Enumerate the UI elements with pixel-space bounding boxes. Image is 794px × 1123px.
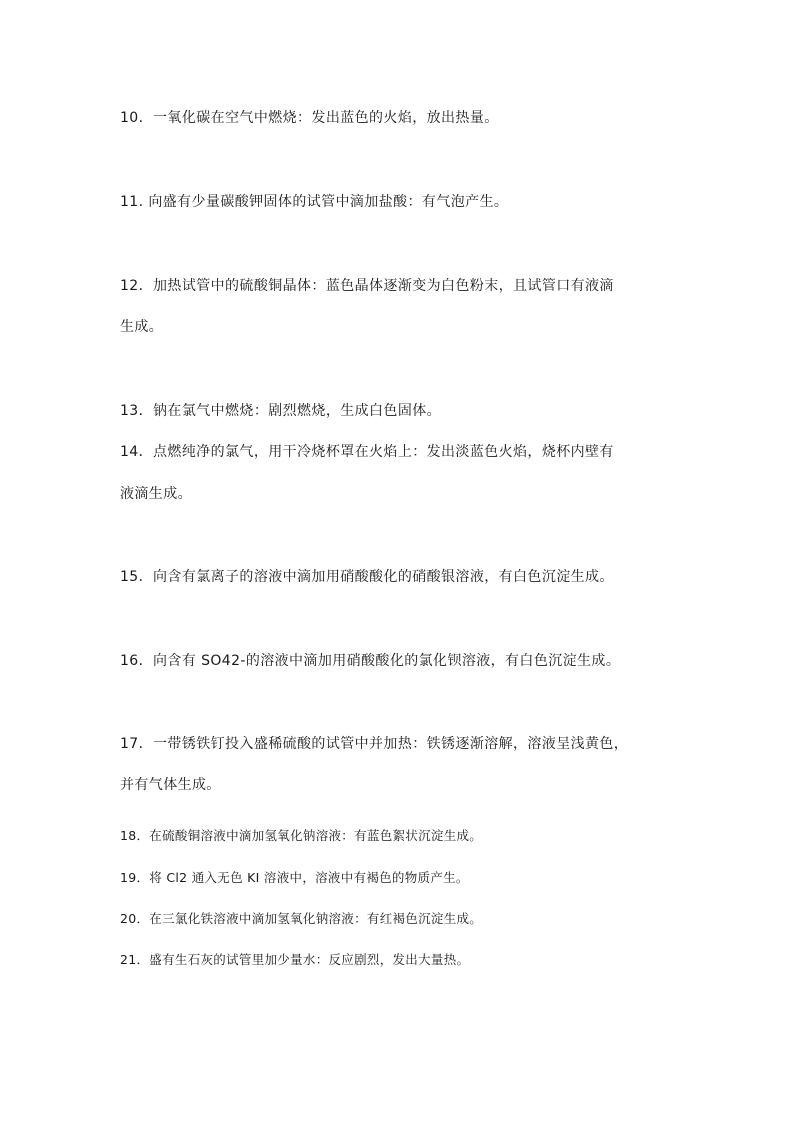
item-14-continuation: 液滴生成。 bbox=[120, 486, 192, 502]
item-17-continuation: 并有气体生成。 bbox=[120, 777, 221, 793]
item-12-continuation: 生成。 bbox=[120, 319, 164, 335]
item-10: 10．一氧化碳在空气中燃烧：发出蓝色的火焰，放出热量。 bbox=[120, 110, 499, 126]
item-14: 14．点燃纯净的氯气，用干冷烧杯罩在火焰上：发出淡蓝色火焰，烧杯内壁有 bbox=[120, 444, 614, 460]
item-12: 12．加热试管中的硫酸铜晶体：蓝色晶体逐渐变为白色粉末，且试管口有液滴 bbox=[120, 278, 614, 294]
item-18: 18．在硫酸铜溶液中滴加氢氧化钠溶液：有蓝色絮状沉淀生成。 bbox=[120, 828, 483, 843]
item-11: 11. 向盛有少量碳酸钾固体的试管中滴加盐酸：有气泡产生。 bbox=[120, 194, 509, 210]
item-15: 15．向含有氯离子的溶液中滴加用硝酸酸化的硝酸银溶液，有白色沉淀生成。 bbox=[120, 569, 614, 585]
item-16: 16．向含有 SO42-的溶液中滴加用硝酸酸化的氯化钡溶液，有白色沉淀生成。 bbox=[120, 653, 621, 669]
item-19: 19．将 Cl2 通入无色 KI 溶液中，溶液中有褐色的物质产生。 bbox=[120, 870, 469, 885]
item-13: 13．钠在氯气中燃烧：剧烈燃烧，生成白色固体。 bbox=[120, 403, 442, 419]
item-17: 17．一带锈铁钉投入盛稀硫酸的试管中并加热：铁锈逐渐溶解，溶液呈浅黄色， bbox=[120, 736, 629, 752]
item-20: 20．在三氯化铁溶液中滴加氢氧化钠溶液：有红褐色沉淀生成。 bbox=[120, 911, 483, 926]
item-21: 21．盛有生石灰的试管里加少量水：反应剧烈，发出大量热。 bbox=[120, 952, 470, 967]
